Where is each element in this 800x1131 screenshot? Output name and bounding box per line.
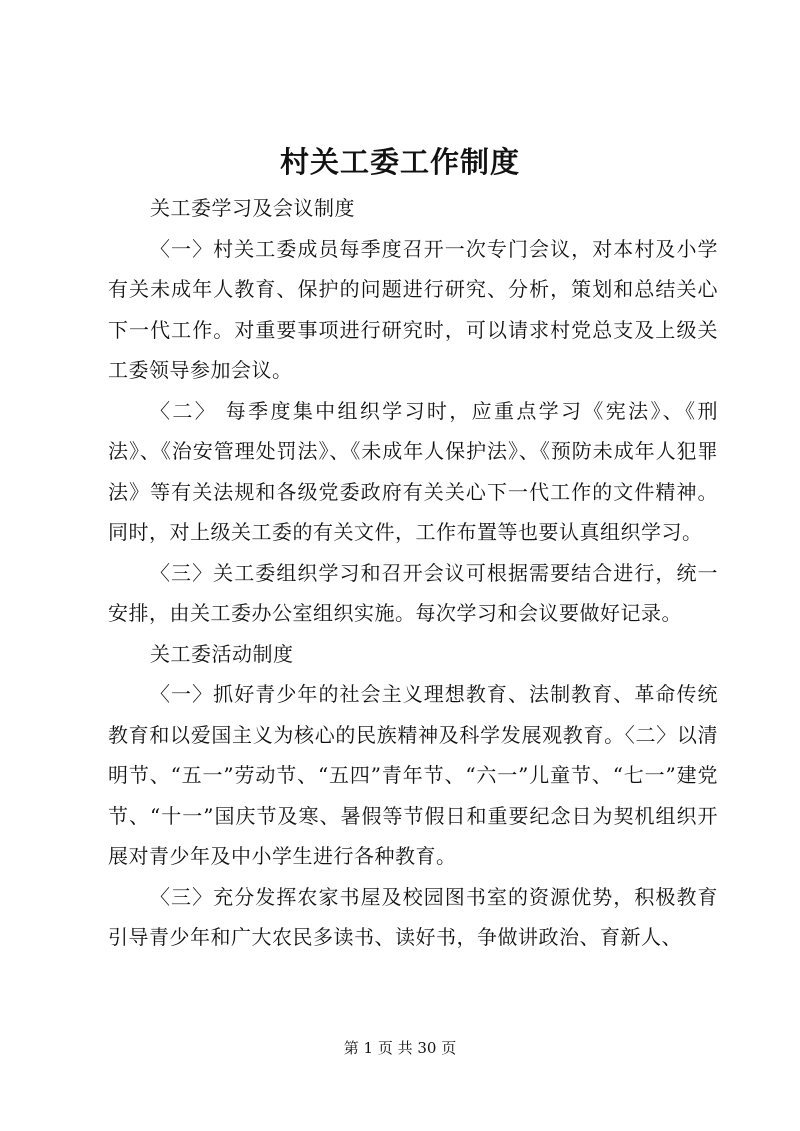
paragraph: 〈二〉 每季度集中组织学习时，应重点学习《宪法》、《刑法》、《治安管理处罚法》、《未成年人保护法》、《预防未成年人犯罪法》等有关法规和各级党委政府有关关心下一代工作的文件精神。同时，对上级关工委的有关文件，工作布置等也要认真组织学习。 [108,398,718,544]
section-heading-activities: 关工委活动制度 [150,641,294,666]
section-heading-study-meeting: 关工委学习及会议制度 [150,196,355,220]
paragraph: 〈三〉充分发挥农家书屋及校园图书室的资源优势，积极教育引导青少年和广大农民多读书、读好书，争做讲政治、育新人、 [108,884,718,949]
page-number-footer: 第 1 页 共 30 页 [343,1039,457,1057]
document-body [108,188,718,958]
document-title: 村关工委工作制度 [279,145,520,179]
paragraph: 〈三〉关工委组织学习和召开会议可根据需要结合进行，统一安排，由关工委办公室组织实施。每次学习和会议要做好记录。 [108,560,718,625]
paragraph: 〈一〉抓好青少年的社会主义理想教育、法制教育、革命传统教育和以爱国主义为核心的民族精神及科学发展观教育。〈二〉以清明节、“五一”劳动节、“五四”青年节、“六一”儿童节、“七一”建党节、“十一”国庆节及寒、暑假等节假日和重要纪念日为契机组织开展对青少年及中小学生进行各种教育。 [108,682,718,868]
paragraph: 〈一〉村关工委成员每季度召开一次专门会议，对本村及小学有关未成年人教育、保护的问题进行研究、分析，策划和总结关心下一代工作。对重要事项进行研究时，可以请求村党总支及上级关工委领导参加会议。 [108,236,718,382]
